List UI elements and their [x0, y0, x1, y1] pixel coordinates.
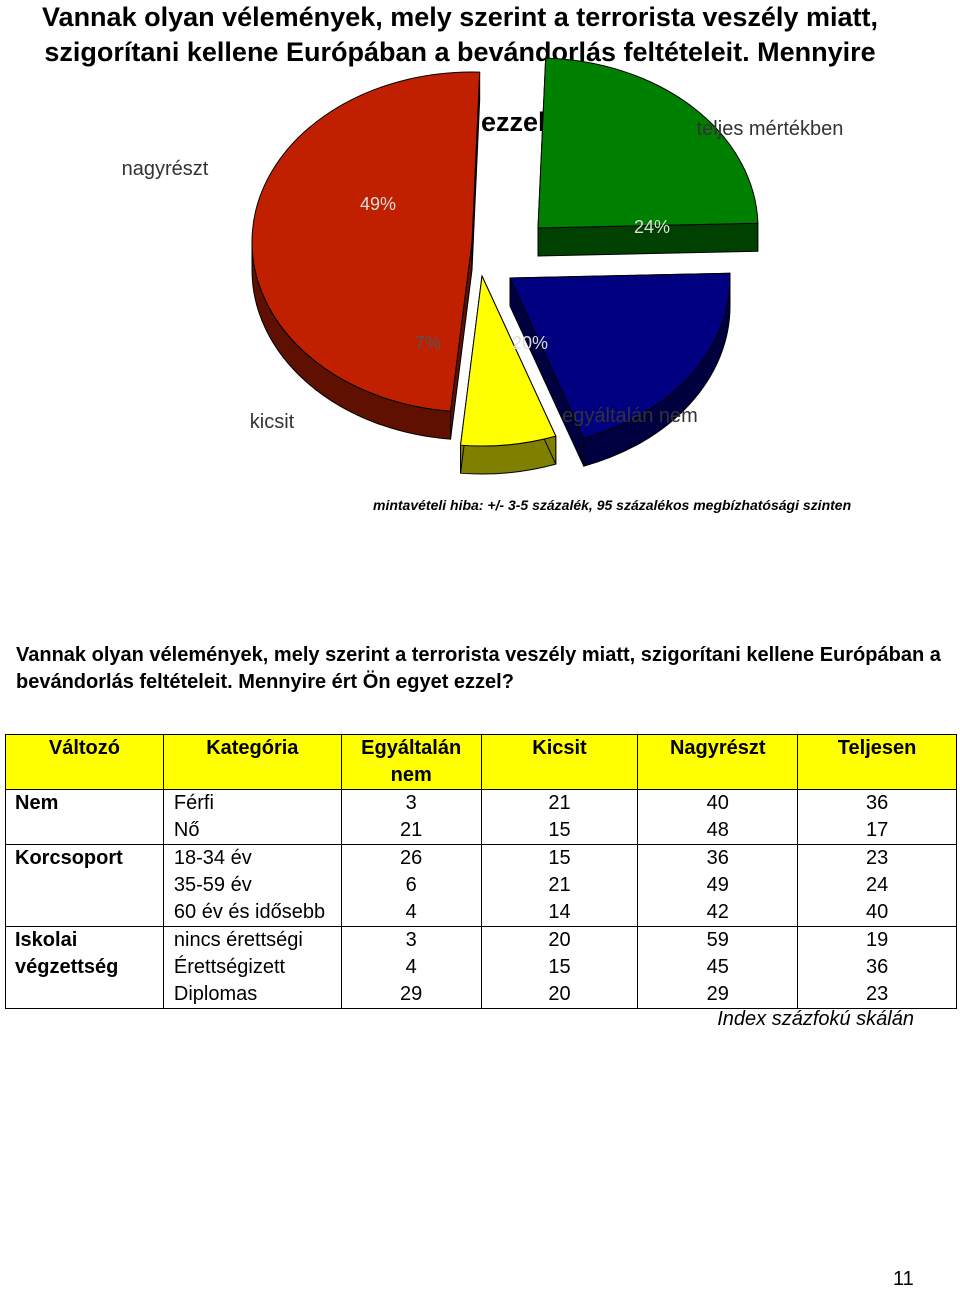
cell-category: Diplomas	[163, 981, 341, 1009]
cell-value: 40	[638, 790, 798, 818]
header-nagyreszt: Nagyrészt	[638, 735, 798, 790]
pie-chart	[0, 0, 960, 480]
cell-value: 4	[341, 954, 481, 981]
slice-value-label: 49%	[359, 194, 397, 214]
cell-value: 17	[798, 817, 957, 845]
cell-category: nincs érettségi	[163, 927, 341, 955]
cell-value: 45	[638, 954, 798, 981]
table-row	[6, 927, 957, 955]
cell-value: 23	[798, 845, 957, 873]
cell-value: 26	[341, 845, 481, 873]
title-line-1: Vannak olyan vélemények, mely szerint a terrorista veszély miatt,	[42, 2, 878, 32]
sampling-error-note: mintavételi hiba: +/- 3-5 százalék, 95 százalékos megbízhatósági szinten	[373, 497, 852, 513]
pie-slice-0	[249, 72, 480, 439]
cell-value: 14	[481, 899, 638, 927]
cell-value: 36	[638, 845, 798, 873]
cell-value: 59	[638, 927, 798, 955]
cell-category: 35-59 év	[163, 872, 341, 899]
cell-value: 42	[638, 899, 798, 927]
table-row	[6, 845, 957, 873]
header-kicsit: Kicsit	[481, 735, 638, 790]
section-question: Vannak olyan vélemények, mely szerint a terrorista veszély miatt, szigorítani kellene Európában a bevándorlás feltételeit. Mennyire ért Ön egyet ezzel?	[16, 644, 941, 693]
cell-category: Férfi	[163, 790, 341, 818]
index-note: Index százfokú skálán	[717, 1008, 914, 1030]
header-valtozo: Változó	[6, 735, 164, 790]
table-row	[6, 872, 957, 899]
cell-variable	[6, 899, 164, 927]
page-number: 11	[893, 1268, 914, 1290]
results-table	[5, 734, 957, 1009]
table-header-row	[6, 735, 957, 790]
cell-value: 15	[481, 817, 638, 845]
cell-variable: Korcsoport	[6, 845, 164, 873]
cell-value: 21	[341, 817, 481, 845]
cell-value: 49	[638, 872, 798, 899]
slice-value-label: 24%	[633, 217, 671, 237]
cell-value: 3	[341, 790, 481, 818]
slice-category-label: egyáltalán nem	[562, 405, 698, 427]
slice-category-label: teljes mértékben	[696, 118, 844, 140]
slice-value-label: 7%	[414, 333, 442, 353]
cell-category: 18-34 év	[163, 845, 341, 873]
cell-value: 21	[481, 872, 638, 899]
table-row	[6, 790, 957, 818]
cell-value: 20	[481, 927, 638, 955]
cell-value: 29	[638, 981, 798, 1009]
table-row	[6, 981, 957, 1009]
cell-value: 23	[798, 981, 957, 1009]
cell-variable	[6, 872, 164, 899]
cell-value: 21	[481, 790, 638, 818]
cell-value: 4	[341, 899, 481, 927]
cell-variable	[6, 817, 164, 845]
table-row	[6, 899, 957, 927]
cell-value: 48	[638, 817, 798, 845]
header-egyaltalan-nem: Egyáltalán nem	[341, 735, 481, 790]
cell-value: 36	[798, 954, 957, 981]
table-row	[6, 954, 957, 981]
cell-value: 20	[481, 981, 638, 1009]
cell-variable: Iskolai	[6, 927, 164, 955]
cell-value: 36	[798, 790, 957, 818]
cell-value: 15	[481, 845, 638, 873]
cell-variable: végzettség	[6, 954, 164, 981]
cell-category: Nő	[163, 817, 341, 845]
title-line-3: ezzel?	[480, 107, 563, 137]
cell-category: Érettségizett	[163, 954, 341, 981]
table-row	[6, 817, 957, 845]
cell-value: 19	[798, 927, 957, 955]
slice-category-label: kicsit	[249, 411, 295, 433]
cell-variable	[6, 981, 164, 1009]
cell-category: 60 év és idősebb	[163, 899, 341, 927]
cell-value: 3	[341, 927, 481, 955]
cell-variable: Nem	[6, 790, 164, 818]
cell-value: 29	[341, 981, 481, 1009]
cell-value: 6	[341, 872, 481, 899]
title-line-2: szigorítani kellene Európában a bevándorlás feltételeit. Mennyire	[44, 37, 876, 67]
cell-value: 15	[481, 954, 638, 981]
header-kategoria: Kategória	[163, 735, 341, 790]
slice-category-label: nagyrészt	[121, 158, 209, 180]
slice-value-label: 20%	[511, 333, 549, 353]
cell-value: 24	[798, 872, 957, 899]
header-teljesen: Teljesen	[798, 735, 957, 790]
cell-value: 40	[798, 899, 957, 927]
